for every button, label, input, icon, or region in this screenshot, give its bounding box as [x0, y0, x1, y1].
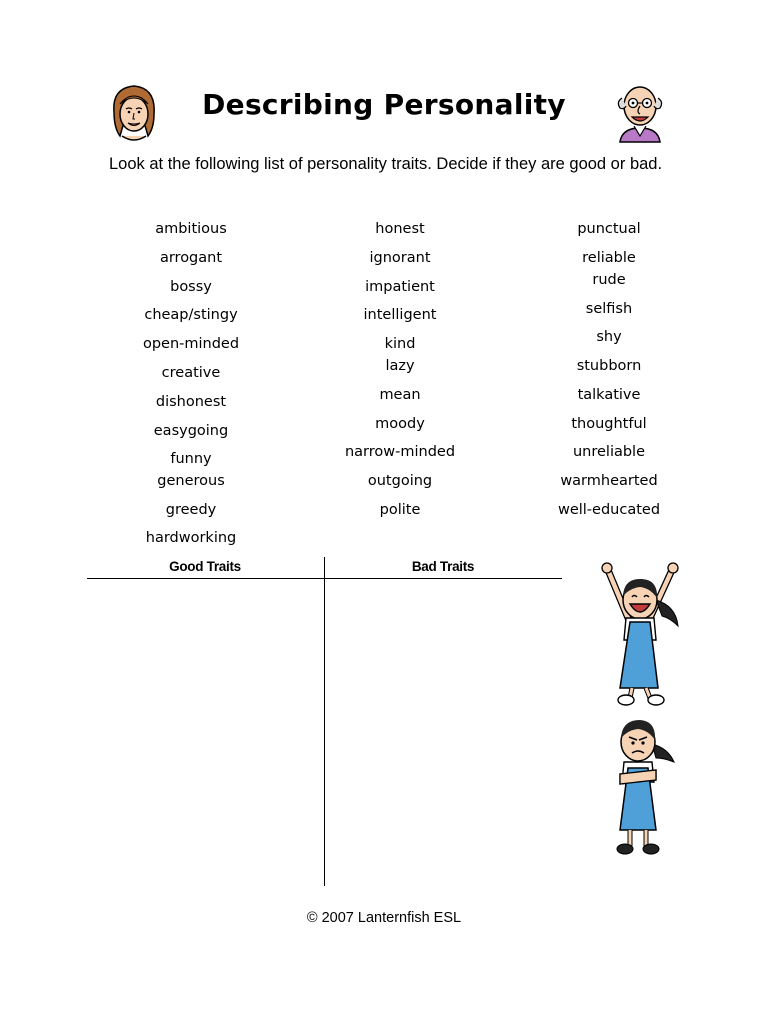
- trait-word: talkative: [577, 387, 641, 403]
- trait-word: greedy: [165, 502, 217, 518]
- trait-word: rude: [592, 272, 626, 288]
- trait-word: honest: [375, 221, 425, 237]
- trait-word: moody: [375, 416, 425, 432]
- trait-word: ambitious: [155, 221, 227, 237]
- trait-word: creative: [161, 365, 221, 381]
- trait-word: well-educated: [557, 502, 661, 518]
- trait-word: outgoing: [367, 473, 433, 489]
- table-vertical-rule: [324, 557, 325, 886]
- trait-word: cheap/stingy: [144, 307, 238, 323]
- trait-word: lazy: [385, 358, 415, 374]
- trait-word: bossy: [170, 279, 212, 295]
- trait-word: kind: [384, 336, 416, 352]
- instructions-text: Look at the following list of personality traits. Decide if they are good or bad.: [109, 155, 663, 173]
- trait-word: ignorant: [369, 250, 431, 266]
- trait-word: polite: [379, 502, 421, 518]
- trait-word: unreliable: [572, 444, 646, 460]
- trait-word: generous: [157, 473, 225, 489]
- trait-word: stubborn: [576, 358, 642, 374]
- trait-word: narrow-minded: [344, 444, 456, 460]
- trait-word: shy: [596, 329, 622, 345]
- trait-word: open-minded: [142, 336, 240, 352]
- copyright-footer: © 2007 Lanternfish ESL: [306, 910, 462, 926]
- bad-traits-header: Bad Traits: [411, 559, 475, 574]
- trait-word: thoughtful: [571, 416, 647, 432]
- trait-word: arrogant: [159, 250, 223, 266]
- page-title: Describing Personality: [202, 88, 566, 121]
- grumpy-girl-illustration: [600, 712, 680, 860]
- trait-word: mean: [379, 387, 421, 403]
- good-traits-header: Good Traits: [169, 559, 241, 574]
- happy-girl-illustration: [598, 560, 686, 710]
- trait-word: intelligent: [363, 307, 437, 323]
- trait-word: hardworking: [145, 530, 237, 546]
- trait-word: easygoing: [153, 423, 229, 439]
- trait-word: impatient: [365, 279, 435, 295]
- trait-word: funny: [170, 451, 212, 467]
- trait-word: warmhearted: [560, 473, 658, 489]
- trait-word: selfish: [585, 301, 633, 317]
- trait-word: reliable: [582, 250, 636, 266]
- trait-word: dishonest: [155, 394, 227, 410]
- trait-word: punctual: [577, 221, 641, 237]
